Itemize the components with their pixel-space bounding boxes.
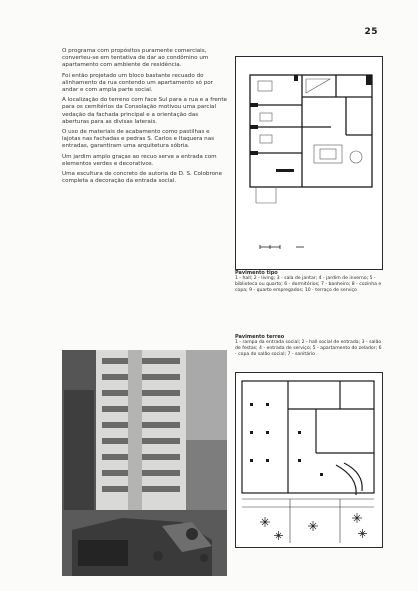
ground-floor-plan-drawing <box>236 373 382 547</box>
ground-floor-caption <box>235 334 383 358</box>
building-photo-image <box>62 350 227 576</box>
caption-title: Pavimento tipo <box>235 270 278 276</box>
paragraph: Um jardim amplo graças ao recuo serve a entrada com elementos verdes e decorativos. <box>62 153 217 167</box>
page-number: 25 <box>364 27 378 37</box>
caption-title: Pavimento terreo <box>235 334 285 340</box>
paragraph: A localização do terreno com face Sul para a rua e a frente para os cemitérios da Consolação motivou uma parcial vedação da fachada principal e a orientação das aberturas para as divisas laterais. <box>62 97 227 125</box>
caption-legend: 1 - hall; 2 - living; 3 - sala de jantar; 4 - jardim de inverno; 5 - biblioteca ou quarto; 6 - dormitórios; 7 - banheiro; 8 - cozinha e copa; 9 - quarto empregados; 10 - terraço de serviço <box>235 276 382 293</box>
article-body <box>62 48 227 188</box>
paragraph: Foi então projetado um bloco bastante recuado do alinhamento da rua contendo um apartamento só por andar e com ampla parte social. <box>62 72 213 94</box>
typical-floor-caption <box>235 270 383 294</box>
paragraph: O uso de materiais de acabamento como pastilhas e lajotas nas fachadas e pedras S. Carlos e Itaquera nas entradas, garantiram uma arquitetura sóbria. <box>62 129 215 150</box>
paragraph: Uma escultura de concreto de autoria de D. S. Colobrone completa a decoração da entrada social. <box>62 171 223 185</box>
typical-floor-plan-drawing <box>236 57 382 269</box>
caption-legend: 1 - rampa da entrada social; 2 - hall social de entrada; 3 - salão de festas; 4 - entrada de serviço; 5 - apartamento do zelador; 6 - copa do salão social; 7 - sanitário <box>235 340 382 357</box>
typical-floor-plan <box>235 56 383 270</box>
ground-floor-plan <box>235 372 383 548</box>
paragraph: O programa com propósitos puramente comerciais, converteu-se em tentativa de dar ao condômino um apartamento com ambiente de residência. <box>62 48 209 69</box>
building-photo <box>62 350 227 576</box>
